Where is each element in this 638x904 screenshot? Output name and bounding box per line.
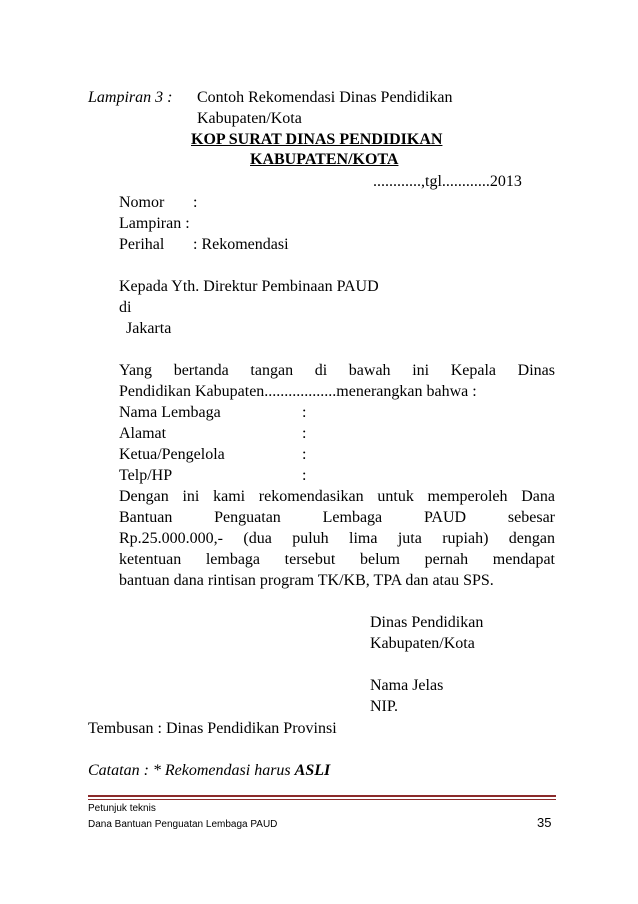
intro-line1: Yang bertanda tangan di bawah ini Kepala Dinas — [119, 362, 555, 379]
perihal-label: Perihal — [119, 236, 165, 253]
carbon-copy: Tembusan : Dinas Pendidikan Provinsi — [88, 720, 337, 737]
footer-line1: Petunjuk teknis — [88, 803, 156, 814]
attachment-title-line1: Contoh Rekomendasi Dinas Pendidikan — [197, 89, 453, 106]
field-colon: : — [302, 404, 307, 421]
signature-org-line1: Dinas Pendidikan — [370, 614, 484, 631]
attachment-label: Lampiran 3 : — [88, 89, 173, 106]
note-prefix: Catatan : * Rekomendasi harus — [88, 762, 295, 779]
note-emphasis: ASLI — [294, 762, 331, 779]
signature-org-line2: Kabupaten/Kota — [370, 635, 475, 652]
letterhead-line2: KABUPATEN/KOTA — [250, 151, 399, 168]
attachment-title-line2: Kabupaten/Kota — [197, 110, 302, 127]
field-colon: : — [302, 446, 307, 463]
letterhead-line1: KOP SURAT DINAS PENDIDIKAN — [191, 131, 443, 148]
perihal-value: : Rekomendasi — [193, 236, 289, 253]
lampiran-label: Lampiran : — [119, 215, 190, 232]
nomor-colon: : — [193, 194, 198, 211]
field-label: Nama Lembaga — [119, 404, 221, 421]
nomor-label: Nomor — [119, 194, 165, 211]
field-label: Ketua/Pengelola — [119, 446, 225, 463]
paragraph-line: bantuan dana rintisan program TK/KB, TPA dan atau SPS. — [119, 572, 494, 589]
note — [88, 761, 330, 781]
recipient-line1: Kepada Yth. Direktur Pembinaan PAUD — [119, 278, 379, 295]
paragraph-line: Bantuan Penguatan Lembaga PAUD sebesar — [119, 509, 555, 526]
paragraph-line: Dengan ini kami rekomendasikan untuk memperoleh Dana — [119, 488, 555, 505]
signature-nip: NIP. — [370, 698, 399, 715]
recipient-line3: Jakarta — [126, 320, 172, 337]
footer-rule-thick — [88, 795, 556, 797]
date-line: ............,tgl............2013 — [373, 173, 522, 190]
field-colon: : — [302, 425, 307, 442]
page-number: 35 — [537, 815, 552, 830]
intro-line2: Pendidikan Kabupaten..................menerangkan bahwa : — [119, 383, 477, 400]
field-label: Telp/HP — [119, 467, 173, 484]
field-label: Alamat — [119, 425, 167, 442]
signature-name: Nama Jelas — [370, 677, 444, 694]
recipient-line2: di — [119, 299, 132, 316]
paragraph-line: Rp.25.000.000,- (dua puluh lima juta rupiah) dengan — [119, 530, 555, 547]
footer-line2: Dana Bantuan Penguatan Lembaga PAUD — [88, 819, 278, 830]
footer-rule-thin — [88, 799, 556, 800]
field-colon: : — [302, 467, 307, 484]
paragraph-line: ketentuan lembaga tersebut belum pernah mendapat — [119, 551, 555, 568]
